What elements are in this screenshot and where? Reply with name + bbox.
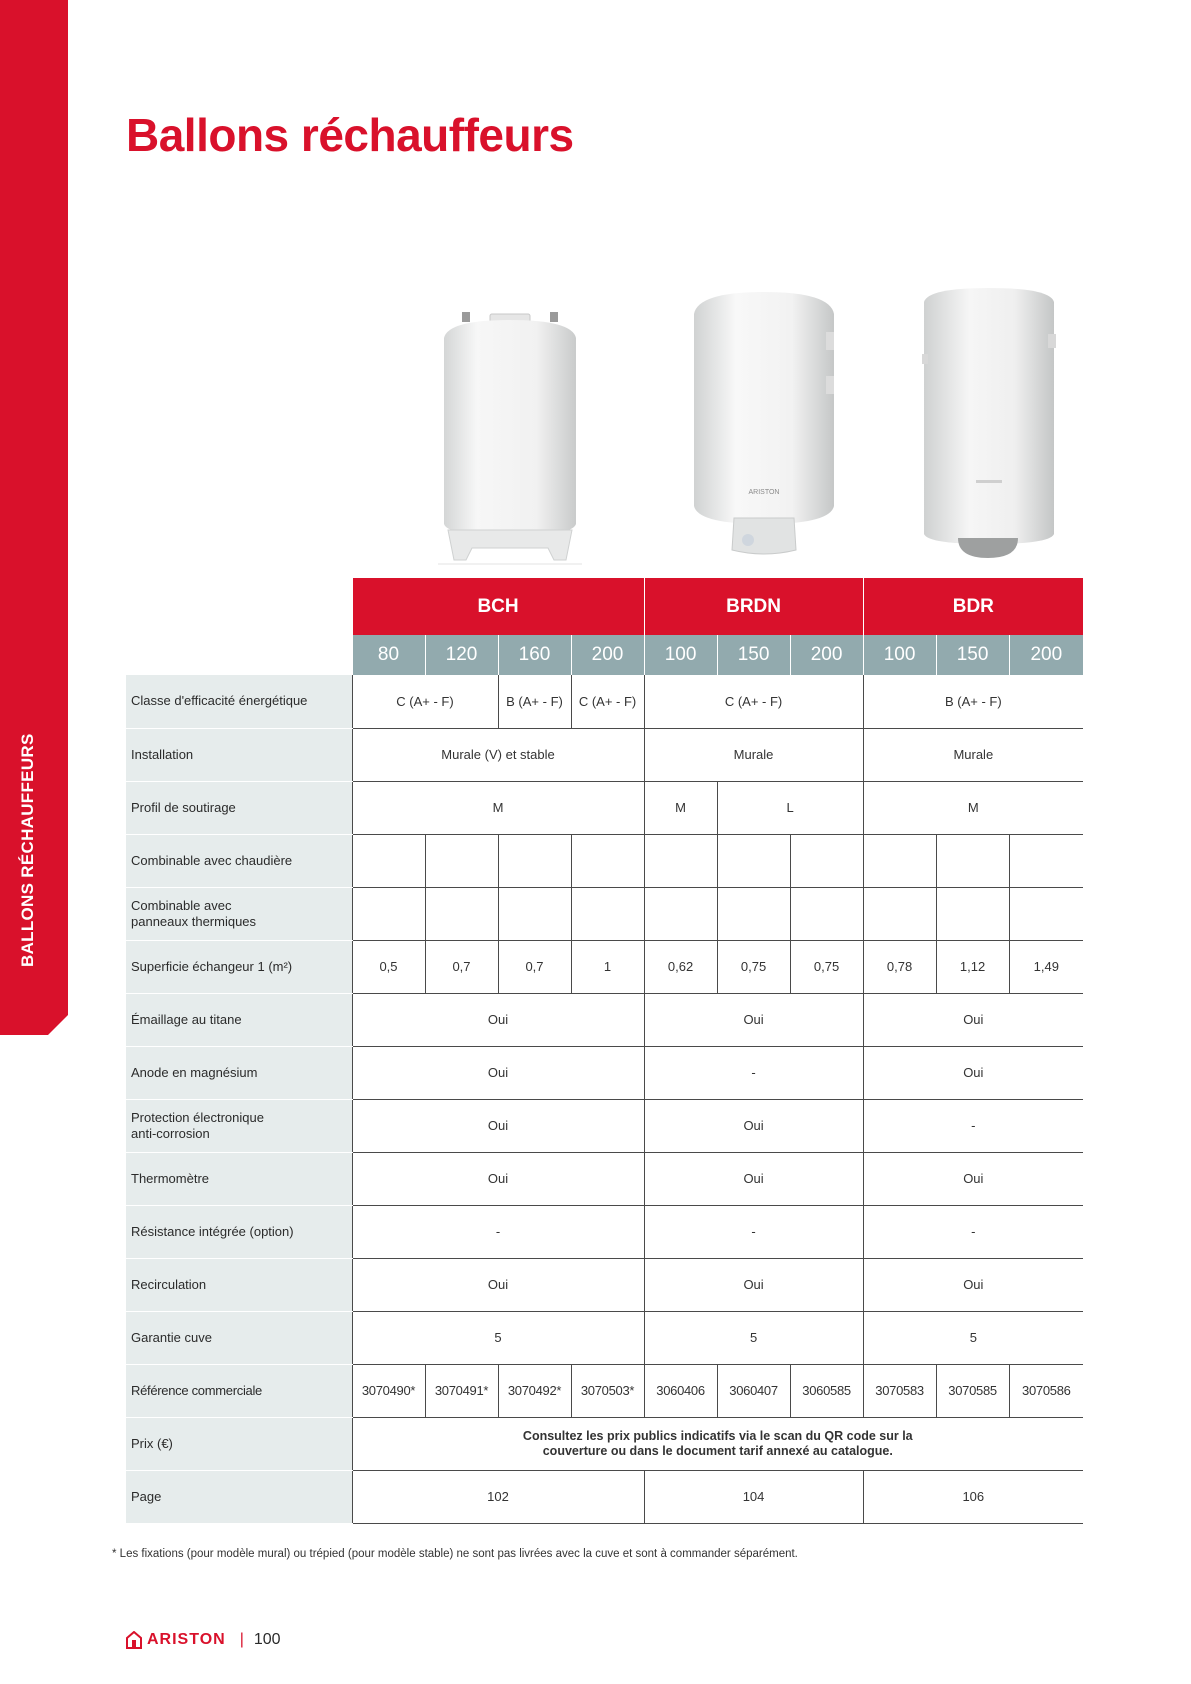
cell: 0,7 [425,940,498,993]
cell [936,834,1009,887]
cell: 102 [352,1470,644,1523]
capacity-cell: 120 [425,635,498,675]
cell [498,834,571,887]
cell: 0,62 [644,940,717,993]
table-row-reference [126,1364,1083,1417]
row-label: Thermomètre [126,1152,352,1205]
cell [790,887,863,940]
row-label: Combinable avec chaudière [126,834,352,887]
product-image-brdn [690,292,838,560]
cell: 1,49 [1009,940,1083,993]
cell [863,887,936,940]
cell: Oui [863,1258,1083,1311]
row-label: Prix (€) [126,1417,352,1470]
table-row-panneaux [126,887,1083,940]
cell: C (A+ - F) [571,675,644,728]
capacity-cell: 100 [863,635,936,675]
cell [1009,887,1083,940]
cell [717,834,790,887]
cell: B (A+ - F) [498,675,571,728]
cell [425,834,498,887]
house-logo-icon [126,1631,142,1649]
cell: B (A+ - F) [863,675,1083,728]
footer-separator: | [239,1631,244,1648]
table-row-energy [126,675,1083,728]
cell: Oui [352,1099,644,1152]
row-label-line: anti-corrosion [131,1125,210,1141]
product-image-bdr [918,288,1060,560]
cell: 0,78 [863,940,936,993]
row-label-line: Protection électronique [131,1109,264,1125]
table-row-prix [126,1417,1083,1470]
row-label: Garantie cuve [126,1311,352,1364]
table-row-profil [126,781,1083,834]
cell: 0,75 [790,940,863,993]
cell: - [644,1205,863,1258]
row-label: Émaillage au titane [126,993,352,1046]
cell: 3070586 [1009,1364,1083,1417]
capacity-cell: 200 [790,635,863,675]
cell: C (A+ - F) [644,675,863,728]
capacity-cell: 200 [1009,635,1083,675]
cell: L [717,781,863,834]
brdn-logo-text: ARISTON [748,489,780,496]
row-label: Page [126,1470,352,1523]
cell: 5 [352,1311,644,1364]
cell: 1,12 [936,940,1009,993]
cell: 3070491* [425,1364,498,1417]
price-note-line: Consultez les prix publics indicatifs via le scan du QR code sur la [522,1428,913,1443]
cell [498,887,571,940]
row-label-line: Combinable avec [131,897,232,913]
row-label: Recirculation [126,1258,352,1311]
row-label: Résistance intégrée (option) [126,1205,352,1258]
cell [790,834,863,887]
cell [644,834,717,887]
group-header-row [126,578,1083,635]
cell: M [644,781,717,834]
cell: 3070492* [498,1364,571,1417]
table-row-superficie [126,940,1083,993]
table-row-install [126,728,1083,781]
cell [425,887,498,940]
cell: C (A+ - F) [352,675,498,728]
row-label: Référence commerciale [126,1364,352,1417]
cell: Oui [352,1046,644,1099]
cell: - [863,1205,1083,1258]
price-note-cell [352,1417,1083,1470]
capacity-cell: 150 [717,635,790,675]
cell: M [352,781,644,834]
cell: 3070585 [936,1364,1009,1417]
brand-logo [126,1631,226,1649]
cell [1009,834,1083,887]
table-row-thermometre [126,1152,1083,1205]
cell [644,887,717,940]
table-row-resistance [126,1205,1083,1258]
spec-table [126,578,1083,1524]
table-row-chaudiere [126,834,1083,887]
cell [352,834,425,887]
footnote: * Les fixations (pour modèle mural) ou trépied (pour modèle stable) ne sont pas livrées avec la cuve et sont à commander séparément. [112,1548,798,1560]
cell [571,887,644,940]
cell: Oui [863,1152,1083,1205]
capacity-cell: 80 [352,635,425,675]
cell: - [352,1205,644,1258]
row-label [126,1099,352,1152]
cell: Oui [644,1152,863,1205]
cell: Oui [352,1152,644,1205]
cell: Oui [352,993,644,1046]
page-number: 100 [253,1631,281,1648]
table-row-recirculation [126,1258,1083,1311]
table-row-emaillage [126,993,1083,1046]
group-header-bdr: BDR [863,578,1083,635]
row-label-line: panneaux thermiques [131,913,257,929]
cell: M [863,781,1083,834]
corner-cell [126,635,352,675]
capacity-cell: 160 [498,635,571,675]
cell: 0,75 [717,940,790,993]
cell: Oui [644,1258,863,1311]
corner-cell [126,578,352,635]
page-title: Ballons réchauffeurs [126,109,574,161]
cell: Oui [644,1099,863,1152]
row-label [126,887,352,940]
cell [717,887,790,940]
table-row-page [126,1470,1083,1523]
row-label: Profil de soutirage [126,781,352,834]
price-note-line: couverture ou dans le document tarif annexé au catalogue. [542,1443,893,1458]
row-label: Anode en magnésium [126,1046,352,1099]
capacity-cell: 150 [936,635,1009,675]
cell: Oui [863,1046,1083,1099]
cell: 3070490* [352,1364,425,1417]
cell [936,887,1009,940]
cell: 3060406 [644,1364,717,1417]
cell: 3070583 [863,1364,936,1417]
capacity-header-row [126,635,1083,675]
row-label: Superficie échangeur 1 (m²) [126,940,352,993]
cell: 3060407 [717,1364,790,1417]
cell: 3060585 [790,1364,863,1417]
cell: 5 [863,1311,1083,1364]
cell: Murale (V) et stable [352,728,644,781]
sidebar-label: BALLONS RÉCHAUFFEURS [18,733,37,967]
cell: Oui [863,993,1083,1046]
cell: 0,7 [498,940,571,993]
cell: - [644,1046,863,1099]
cell: - [863,1099,1083,1152]
cell: 3070503* [571,1364,644,1417]
cell [863,834,936,887]
cell: 104 [644,1470,863,1523]
row-label: Classe d'efficacité énergétique [126,675,352,728]
table-row-garantie [126,1311,1083,1364]
footer [126,1628,281,1652]
cell [571,834,644,887]
table-row-anode [126,1046,1083,1099]
product-image-bch [438,312,582,566]
capacity-cell: 100 [644,635,717,675]
cell: 5 [644,1311,863,1364]
cell: 1 [571,940,644,993]
row-label: Installation [126,728,352,781]
cell: 0,5 [352,940,425,993]
cell: Murale [644,728,863,781]
group-header-brdn: BRDN [644,578,863,635]
brand-name: ARISTON [147,1631,226,1648]
cell: 106 [863,1470,1083,1523]
cell [352,887,425,940]
table-row-protection [126,1099,1083,1152]
cell: Murale [863,728,1083,781]
cell: Oui [352,1258,644,1311]
group-header-bch: BCH [352,578,644,635]
capacity-cell: 200 [571,635,644,675]
cell: Oui [644,993,863,1046]
